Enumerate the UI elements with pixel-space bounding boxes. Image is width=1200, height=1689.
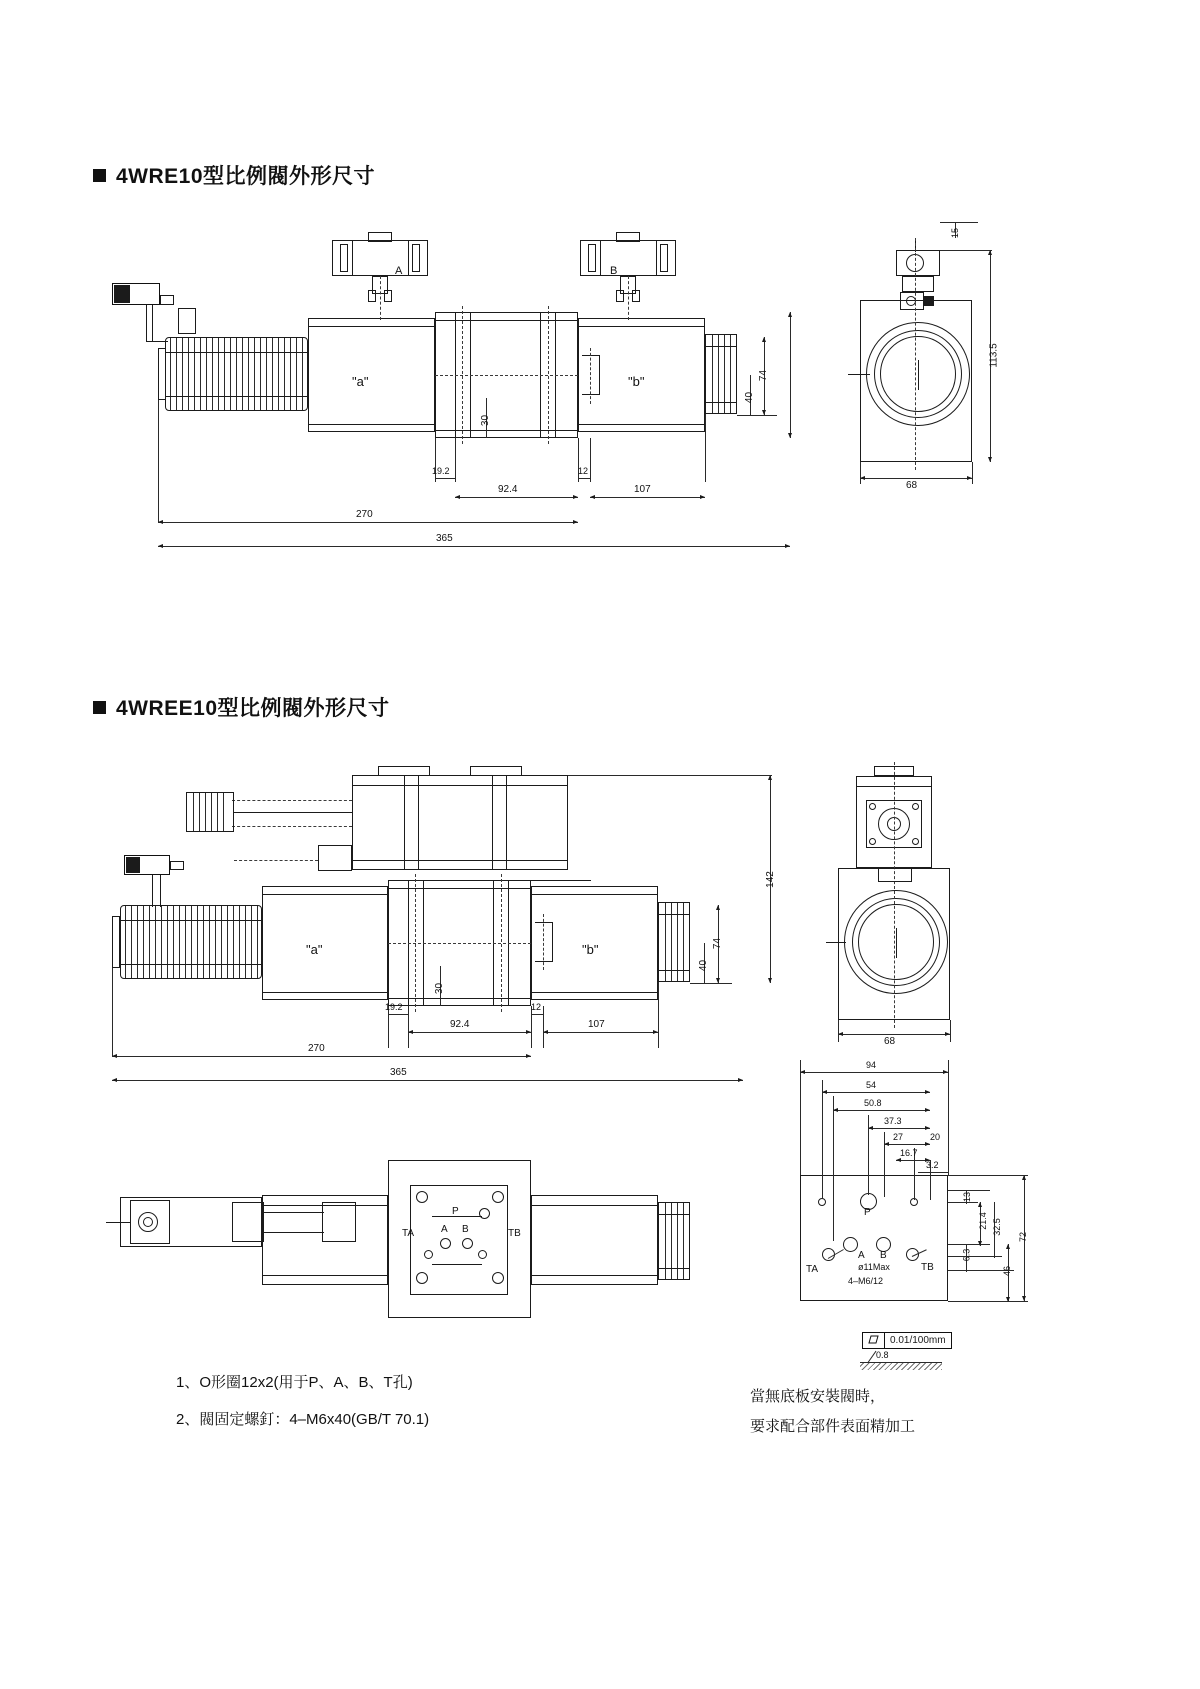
dim-15: 15 (950, 227, 961, 239)
solenoid-a-label-2: "a" (306, 942, 323, 957)
coil-a-end-cap (158, 348, 166, 400)
pattern-label-p: P (864, 1207, 871, 1218)
tolerance-frame (862, 1332, 952, 1349)
note-right-2: 要求配合部件表面精加工 (750, 1418, 916, 1435)
hole-size-note: ø11Max (858, 1262, 890, 1272)
dim-72: 72 (1018, 1231, 1029, 1243)
cable-gland-a (178, 308, 196, 334)
dim-68: 68 (906, 480, 918, 491)
flatness-icon (863, 1335, 884, 1347)
dim-13: 13 (962, 1191, 973, 1203)
port-label-tb: TB (508, 1228, 521, 1239)
dim-50-8: 50.8 (864, 1098, 882, 1108)
dim-46: 46 (1002, 1265, 1013, 1277)
note-right-1: 當無底板安裝閥時， (750, 1388, 886, 1405)
dim-32-5: 32.5 (991, 1218, 1002, 1236)
port-label-b: B (462, 1224, 469, 1235)
dim-365-b: 365 (390, 1067, 407, 1078)
solenoid-b-label: "b" (628, 374, 645, 389)
note-left-2: 2、閥固定螺釘：4–M6x40(GB/T 70.1) (176, 1411, 430, 1428)
dim-20: 20 (930, 1132, 941, 1142)
dim-30: 30 (480, 414, 492, 427)
port-label-ta: TA (402, 1228, 415, 1239)
pattern-label-ta: TA (806, 1264, 819, 1275)
solenoid-housing-a (308, 318, 435, 432)
dim-365: 365 (436, 533, 453, 544)
surface-roughness-value: 0.8 (876, 1350, 889, 1360)
bullet-square-icon (93, 169, 106, 182)
dim-40-2: 40 (698, 959, 710, 972)
solenoid-housing-a2 (262, 886, 388, 1000)
dim-19-2: 19.2 (432, 466, 450, 476)
dim-74: 74 (758, 369, 770, 382)
dim-3-2: 3.2 (926, 1160, 939, 1170)
section-title-2: 4WREE10型比例閥外形尺寸 (116, 697, 390, 720)
dim-6-3: 6.3 (961, 1248, 972, 1262)
dim-54: 54 (866, 1080, 877, 1090)
pattern-hole-a (843, 1237, 858, 1252)
section-title-1: 4WRE10型比例閥外形尺寸 (116, 165, 376, 188)
dim-270: 270 (356, 509, 373, 520)
dim-27: 27 (893, 1132, 904, 1142)
section-heading-2 (93, 692, 390, 722)
pattern-label-a: A (858, 1250, 865, 1261)
bullet-square-icon-2 (93, 701, 106, 714)
coil-a-ribs (166, 338, 307, 410)
pattern-label-b: B (880, 1250, 887, 1261)
dim-21-4: 21.4 (977, 1212, 988, 1230)
port-b-label: B (610, 265, 618, 277)
electronics-module (352, 775, 568, 870)
dim-92-4: 92.4 (498, 484, 518, 495)
dim-19-2-b: 19.2 (385, 1002, 403, 1012)
dim-107-b: 107 (588, 1019, 605, 1030)
section-heading-1 (93, 160, 375, 190)
dim-270-b: 270 (308, 1043, 325, 1054)
dim-12-b: 12 (531, 1002, 542, 1012)
dim-113-5: 113.5 (988, 343, 1000, 368)
port-a-label: A (395, 265, 403, 277)
dim-94: 94 (866, 1060, 877, 1070)
dim-30-2: 30 (434, 982, 446, 995)
dim-16-7: 16.7 (900, 1148, 918, 1158)
tolerance-value: 0.01/100mm (890, 1335, 946, 1346)
solenoid-a-label: "a" (352, 374, 369, 389)
dim-107: 107 (634, 484, 651, 495)
port-label-p: P (452, 1206, 459, 1217)
dim-74-2: 74 (712, 937, 724, 950)
dim-92-4-b: 92.4 (450, 1019, 470, 1030)
dim-37-3: 37.3 (884, 1116, 902, 1126)
solenoid-b-label-2: "b" (582, 942, 599, 957)
dim-12: 12 (578, 466, 589, 476)
port-label-a: A (441, 1224, 448, 1235)
thread-note: 4–M6/12 (848, 1276, 884, 1286)
note-left-1: 1、O形圈12x2(用于P、A、B、T孔) (176, 1374, 413, 1391)
dim-40: 40 (744, 391, 756, 404)
dim-68-b: 68 (884, 1036, 896, 1047)
pattern-label-tb: TB (921, 1262, 934, 1273)
dim-142: 142 (764, 871, 776, 888)
